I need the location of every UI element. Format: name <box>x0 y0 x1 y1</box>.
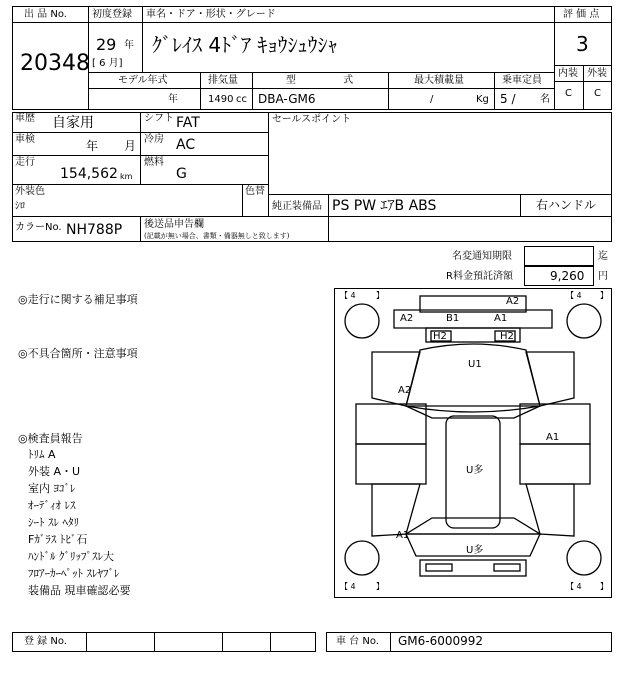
first-reg-label: 初度登録 <box>92 9 132 20</box>
interior-value: C <box>565 88 572 99</box>
driving-notes-label: ◎走行に関する補足事項 <box>18 293 138 306</box>
mark-hood: U1 <box>468 359 482 370</box>
max-load-label: 最大積載量 <box>414 75 464 86</box>
tire-label-bl-close: 】 <box>376 582 384 591</box>
mark-right-door: A1 <box>546 432 560 443</box>
mark-left-rear: A1 <box>396 530 410 541</box>
tire-label-tr: 【 4 <box>566 291 582 300</box>
inspector-line: ﾄﾘﾑ A <box>28 448 56 461</box>
max-load-value: / <box>430 94 434 105</box>
mileage-label: 走行 <box>15 157 35 168</box>
type-value: DBA-GM6 <box>258 92 316 106</box>
ext-color-label: 外装色 <box>15 186 45 197</box>
mark-h2-right: H2 <box>500 331 514 342</box>
mark-front-left: A2 <box>400 313 414 324</box>
displacement-label: 排気量 <box>208 75 238 86</box>
model-year-unit: 年 <box>168 94 178 105</box>
displacement-value: 1490 <box>208 94 234 105</box>
max-load-unit: Kg <box>476 94 489 105</box>
inspector-line: Fｶﾞﾗｽ ﾄﾋﾞ石 <box>28 533 88 546</box>
name-change-unit: 迄 <box>598 251 608 262</box>
tire-label-bl: 【 4 <box>340 582 356 591</box>
inspector-notes <box>28 446 131 599</box>
recycle-unit: 円 <box>598 271 608 282</box>
rating-label: 評 価 点 <box>563 9 600 20</box>
history-label: 車歴 <box>15 113 35 124</box>
interior-label: 内装 <box>558 68 578 79</box>
month-value: [ 6 月] <box>92 58 123 69</box>
year-unit: 年 <box>124 40 134 51</box>
mark-left-fender: A2 <box>398 385 412 396</box>
equipment-label: 純正装備品 <box>272 201 322 212</box>
carname-label: 車名・ドア・形状・グレード <box>146 9 276 20</box>
rating-value: 3 <box>576 32 589 56</box>
mark-front-right: A1 <box>494 313 508 324</box>
inspection-label: 車検 <box>15 134 35 145</box>
inspector-line: ｵｰﾃﾞｨｵ ﾚｽ <box>28 499 76 512</box>
ac-label: 冷房 <box>144 134 164 145</box>
shift-value: FAT <box>176 115 200 131</box>
car-name: ｸﾞﾚｲｽ 4ﾄﾞｱ ｷｮｳｼｭｳｼｬ <box>152 33 338 57</box>
inspection-month-unit: 月 <box>124 139 137 153</box>
history-value: 自家用 <box>52 115 94 131</box>
fuel-value: G <box>176 166 187 182</box>
inspector-line: ﾌﾛｱｰｶｰﾍﾟｯﾄ ｽﾚﾔﾌﾞﾚ <box>28 567 120 580</box>
tire-label-br: 【 4 <box>566 582 582 591</box>
capacity-label: 乗車定員 <box>502 75 542 86</box>
inspector-line: 室内 ﾖｺﾞﾚ <box>28 482 76 495</box>
tire-label-br-close: 】 <box>600 582 608 591</box>
tire-label-tl-close: 】 <box>376 291 384 300</box>
inspector-line: 装備品 現車確認必要 <box>28 584 131 597</box>
recycle-value: 9,260 <box>550 269 585 283</box>
ext-color-value: ｼﾛ <box>15 201 25 212</box>
post-docs-note: (記載が無い場合、書類・備器無しと致します) <box>144 232 290 240</box>
chassis-value: GM6-6000992 <box>398 634 484 648</box>
mileage-value: 154,562 <box>60 166 118 182</box>
equipment-value: PS PW ｴｱB ABS <box>332 198 437 214</box>
ac-value: AC <box>176 137 196 153</box>
exterior-label: 外装 <box>587 68 607 79</box>
type-label: 型 式 <box>286 75 376 86</box>
inspector-line: 外装 A・U <box>28 465 81 478</box>
shift-label: シフト <box>144 113 174 124</box>
displacement-unit: cc <box>236 94 247 105</box>
defects-label: ◎不具合箇所・注意事項 <box>18 347 138 360</box>
sales-point-label: セールスポイント <box>272 114 352 125</box>
year-value: 29 <box>96 35 117 54</box>
mileage-unit: km <box>120 172 133 181</box>
color-no-label: カラーNo. <box>15 222 62 233</box>
post-docs-label: 後送品申告欄 <box>144 219 204 230</box>
chassis-label: 車 台 No. <box>336 636 379 647</box>
lot-label: 出 品 No. <box>24 9 67 20</box>
capacity-value: 5 / <box>500 92 516 106</box>
name-change-box <box>524 246 594 266</box>
inspector-label: ◎検査員報告 <box>18 432 83 445</box>
tire-label-tr-close: 】 <box>600 291 608 300</box>
mark-front-center: B1 <box>446 313 460 324</box>
fuel-label: 燃料 <box>144 157 164 168</box>
color-change-label: 色替 <box>245 186 265 197</box>
name-change-label: 名変通知期限 <box>452 251 512 262</box>
mark-trunk: U多 <box>466 545 484 556</box>
inspector-line: ｼｰﾄ ｽﾚ ﾍﾀﾘ <box>28 516 79 529</box>
reg-no-label: 登 録 No. <box>24 636 67 647</box>
mark-front-bumper: A2 <box>506 296 520 307</box>
capacity-unit: 名 <box>540 94 550 105</box>
color-no-value: NH788P <box>66 222 123 238</box>
inspection-year-unit: 年 <box>86 139 99 153</box>
exterior-value: C <box>594 88 601 99</box>
tire-label-tl: 【 4 <box>340 291 356 300</box>
inspector-line: ﾊﾝﾄﾞﾙ ｸﾞﾘｯﾌﾟｽﾚ大 <box>28 550 114 563</box>
recycle-label: R料金預託済額 <box>446 271 513 282</box>
model-year-label: モデル年式 <box>118 75 168 86</box>
lot-number: 20348 <box>20 51 90 76</box>
mark-h2-left: H2 <box>433 331 447 342</box>
mark-roof: U多 <box>466 465 484 476</box>
handle-value: 右ハンドル <box>536 198 597 212</box>
